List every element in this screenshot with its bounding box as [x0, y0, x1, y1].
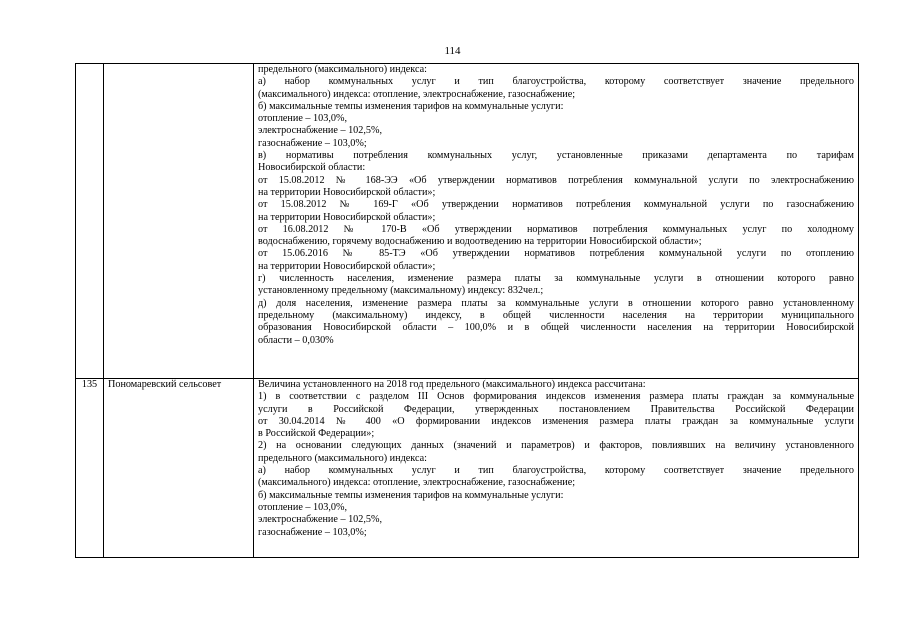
text-line: от 30.04.2014 № 400 «О формировании индексов изменения размера платы граждан за коммунальные услуги — [258, 415, 854, 427]
text-line: б) максимальные темпы изменения тарифов на коммунальные услуги: — [258, 489, 564, 501]
text-line: а) набор коммунальных услуг и тип благоустройства, которому соответствует значение предельного — [258, 465, 854, 477]
text-line: а) набор коммунальных услуг и тип благоустройства, которому соответствует значение предельного — [258, 76, 854, 88]
text-line: от 15.06.2016 № 85-ТЭ «Об утверждении нормативов потребления коммунальной услуги по отоплению — [258, 248, 854, 260]
text-line: предельному (максимальному) индексу, в общей численности населения на территории муниципального — [258, 309, 854, 321]
text-line: предельного (максимального) индекса: — [258, 64, 427, 75]
municipality-name: Пономаревский сельсовет — [104, 379, 254, 558]
row-text — [254, 64, 859, 379]
text-line: электроснабжение – 102,5%, — [258, 125, 383, 137]
text-line: предельного (максимального) индекса: — [258, 452, 427, 464]
text-line: водоснабжению, горячему водоснабжению и водоотведению на территории Новосибирской области»; — [258, 236, 702, 248]
row-number: 135 — [76, 379, 104, 558]
text-line: в Российской Федерации»; — [258, 428, 375, 440]
text-line: услуги в Российской Федерации, утвержденных постановлением Правительства Российской Федерации — [258, 403, 854, 415]
text-line: Величина установленного на 2018 год предельного (максимального) индекса рассчитана: — [258, 379, 646, 390]
text-line: образования Новосибирской области – 100,0% и в общей численности населения на территории Новосибирской — [258, 322, 854, 334]
text-line: области – 0,030% — [258, 334, 334, 346]
text-line: д) доля населения, изменение размера платы за коммунальные услуги в отношении которого равно установленному — [258, 297, 854, 309]
table-row — [76, 64, 859, 379]
text-line: газоснабжение – 103,0%; — [258, 526, 367, 538]
text-line: б) максимальные темпы изменения тарифов на коммунальные услуги: — [258, 100, 564, 112]
text-line: 2) на основании следующих данных (значений и параметров) и факторов, повлиявших на величину установленного — [258, 440, 854, 452]
text-line: (максимального) индекса: отопление, электроснабжение, газоснабжение; — [258, 477, 576, 489]
row-text — [254, 379, 859, 558]
municipality-name — [104, 64, 254, 379]
text-line: Новосибирской области: — [258, 162, 366, 174]
text-line: отопление – 103,0%, — [258, 501, 347, 513]
text-line: электроснабжение – 102,5%, — [258, 514, 383, 526]
text-line: (максимального) индекса: отопление, электроснабжение, газоснабжение; — [258, 88, 576, 100]
text-line: на территории Новосибирской области»; — [258, 211, 436, 223]
row-number — [76, 64, 104, 379]
text-line: на территории Новосибирской области»; — [258, 186, 436, 198]
text-line: от 15.08.2012 № 169-Г «Об утверждении нормативов потребления коммунальной услуги по газоснабжению — [258, 199, 854, 211]
text-line: на территории Новосибирской области»; — [258, 260, 436, 272]
page-number: 114 — [444, 45, 461, 57]
table-row — [76, 379, 859, 558]
text-line: установленному предельному (максимальному) индексу: 832чел.; — [258, 285, 544, 297]
text-line: от 15.08.2012 № 168-ЭЭ «Об утверждении нормативов потребления коммунальной услуги по электроснабжению — [258, 174, 854, 186]
text-line: 1) в соответствии с разделом III Основ формирования индексов изменения размера платы граждан за коммунальные — [258, 391, 854, 403]
text-line: г) численность населения, изменение размера платы за коммунальные услуги в отношении которого равно — [258, 273, 854, 285]
text-line: газоснабжение – 103,0%; — [258, 137, 367, 149]
document-table — [75, 63, 859, 558]
text-line: в) нормативы потребления коммунальных услуг, установленные приказами департамента по тарифам — [258, 150, 854, 162]
text-line: отопление – 103,0%, — [258, 113, 347, 125]
text-line: от 16.08.2012 № 170-В «Об утверждении нормативов потребления коммунальных услуг по холодному — [258, 223, 854, 235]
